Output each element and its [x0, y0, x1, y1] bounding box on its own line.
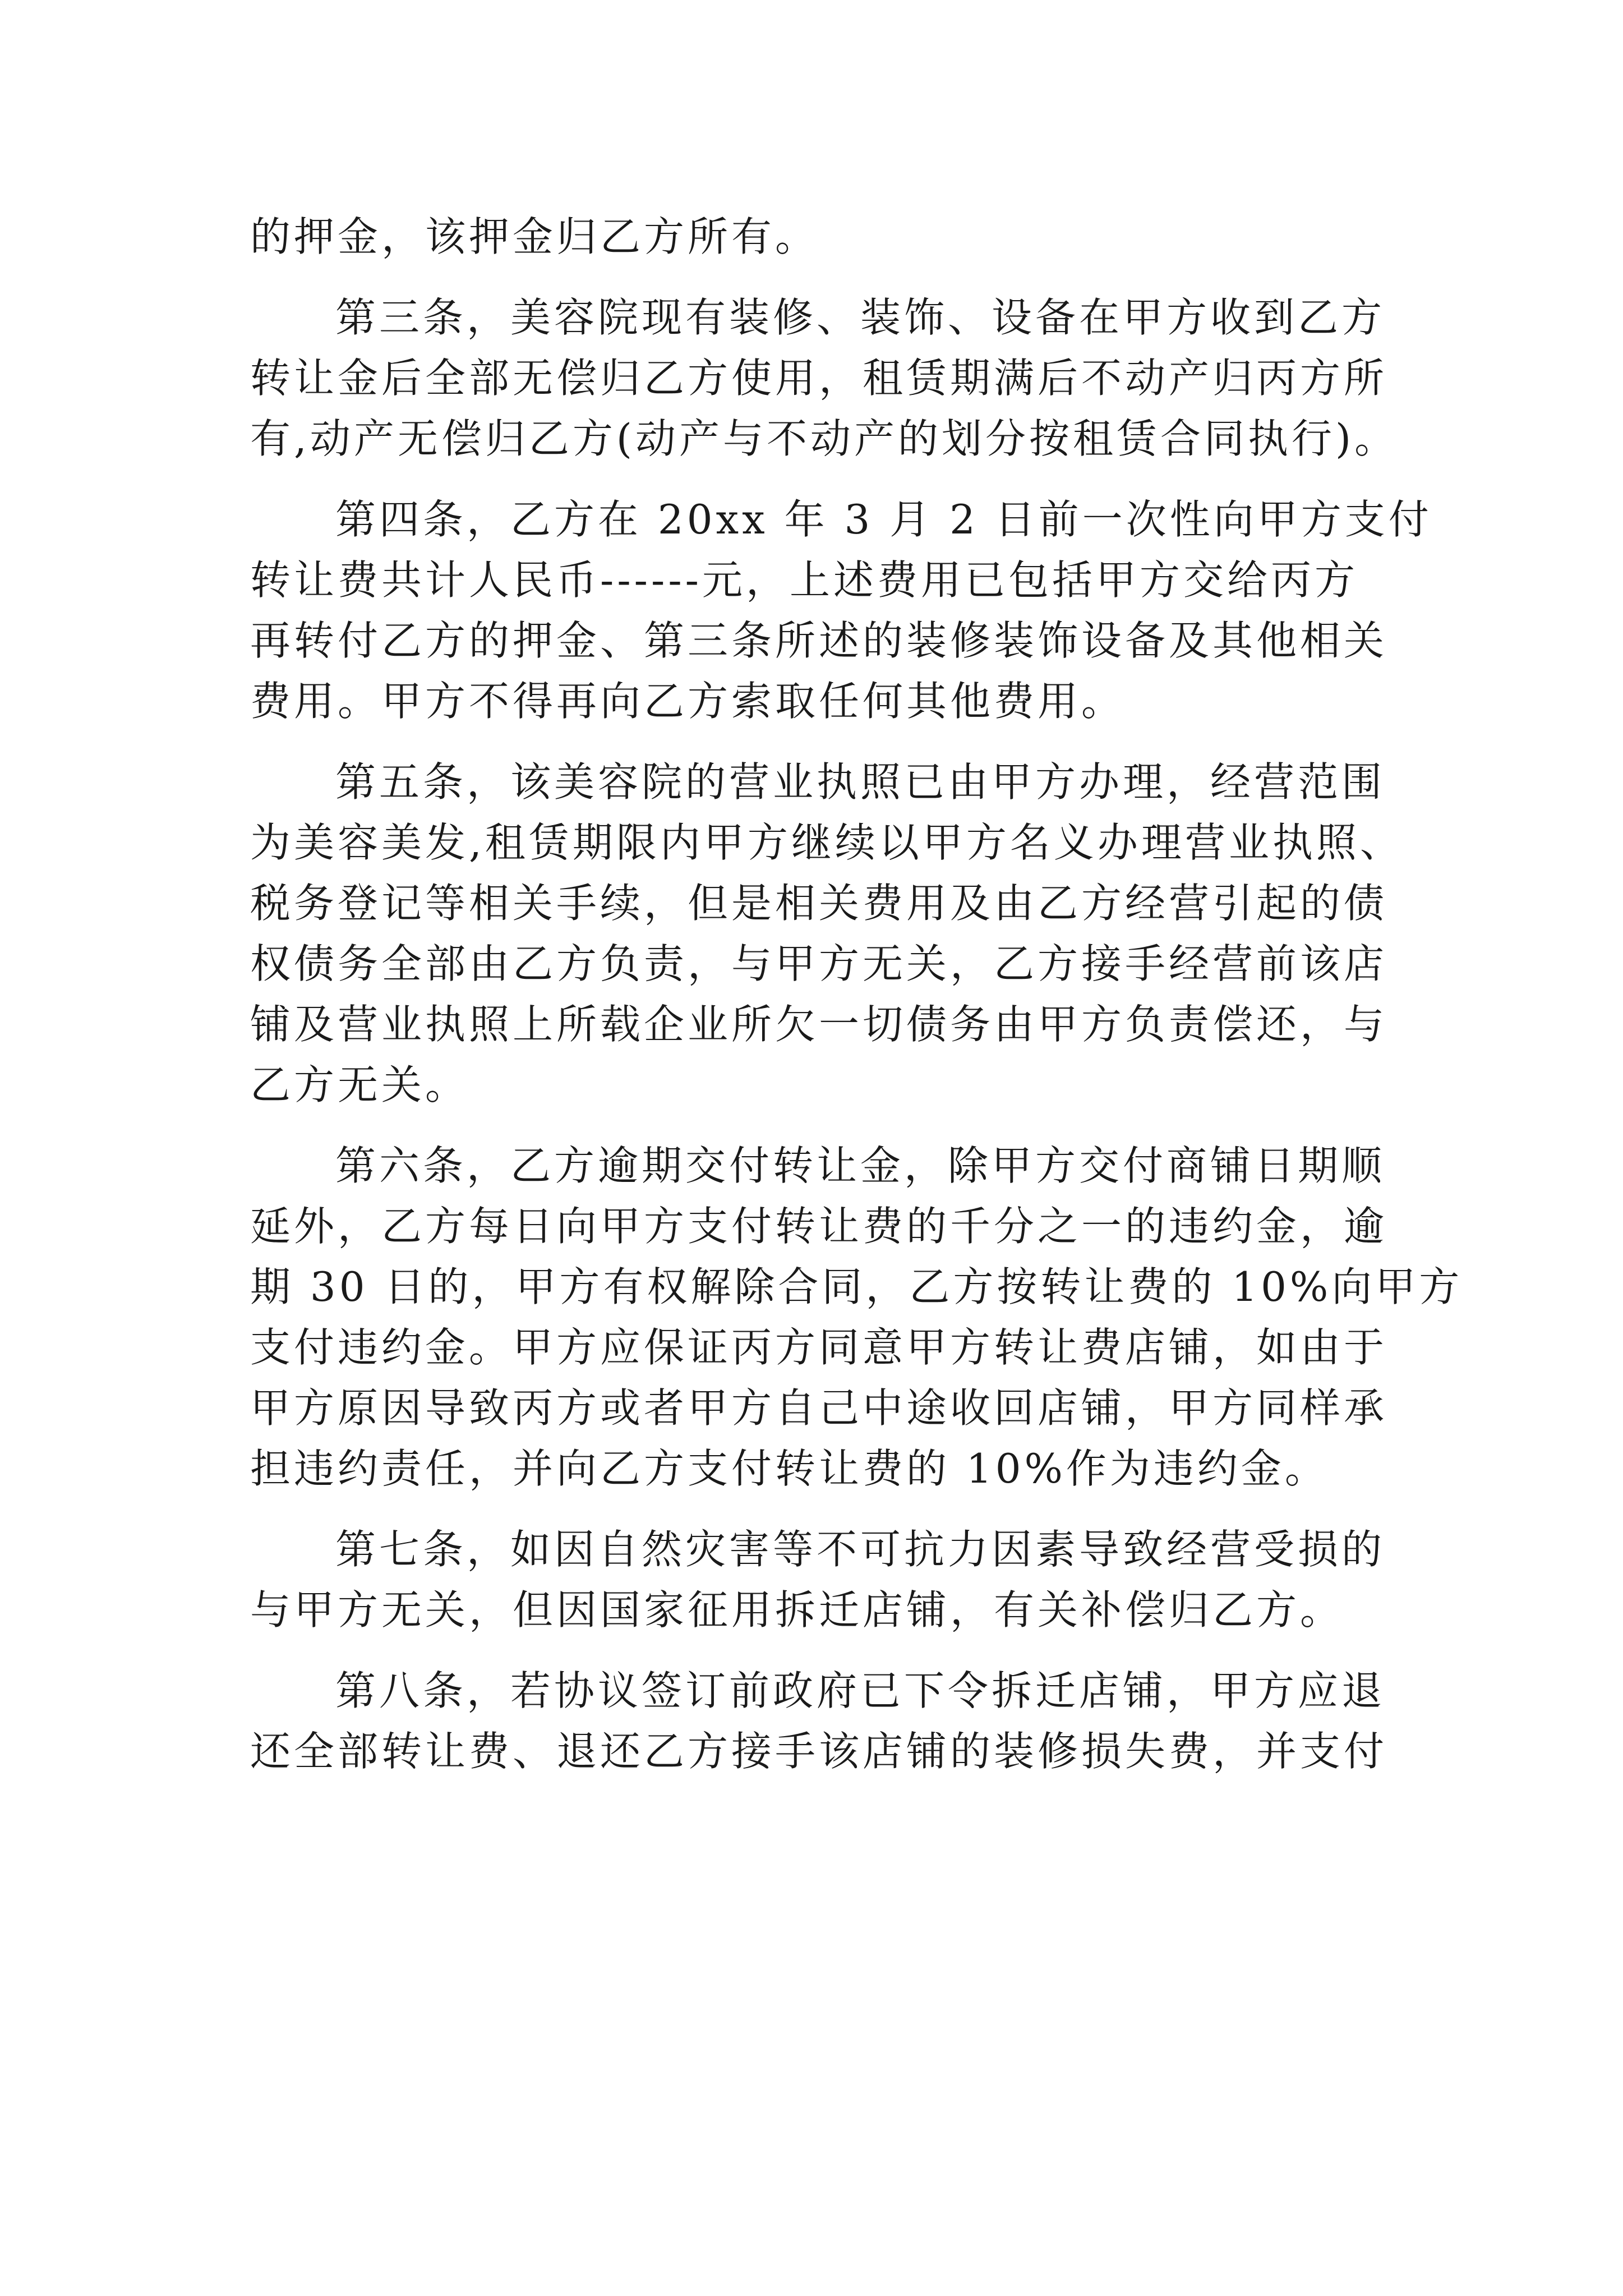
paragraph-article-7 — [250, 1519, 1386, 1640]
text-line: 与甲方无关，但因国家征用拆迁店铺，有关补偿归乙方。 — [250, 1586, 1344, 1634]
text-line: 第五条，该美容院的营业执照已由甲方办理，经营范围 — [335, 758, 1386, 806]
text-line: 还全部转让费、退还乙方接手该店铺的装修损失费，并支付 — [250, 1728, 1388, 1775]
paragraph-deposit — [250, 206, 1377, 267]
text-line: 铺及营业执照上所载企业所欠一切债务由甲方负责偿还，与 — [250, 1001, 1388, 1048]
text-line: 费用。甲方不得再向乙方索取任何其他费用。 — [250, 678, 1126, 725]
text-line: 第四条，乙方在 20xx 年 3 月 2 日前一次性向甲方支付 — [335, 496, 1432, 543]
text-line: 转让费共计人民币------元，上述费用已包括甲方交给丙方 — [250, 556, 1358, 604]
paragraph-article-8 — [250, 1660, 1388, 1782]
text-line: 转让金后全部无偿归乙方使用，租赁期满后不动产归丙方所 — [250, 355, 1388, 402]
paragraph-article-6 — [250, 1135, 1463, 1499]
text-line: 的押金，该押金归乙方所有。 — [250, 213, 819, 260]
paragraph-article-3 — [250, 287, 1399, 469]
text-line: 甲方原因导致丙方或者甲方自己中途收回店铺，甲方同样承 — [250, 1384, 1388, 1432]
text-line: 权债务全部由乙方负责，与甲方无关，乙方接手经营前该店 — [250, 940, 1388, 987]
text-line: 为美容美发,租赁期限内甲方继续以甲方名义办理营业执照、 — [250, 819, 1404, 866]
text-line: 担违约责任，并向乙方支付转让费的 10%作为违约金。 — [250, 1445, 1329, 1492]
text-line: 第六条，乙方逾期交付转让金，除甲方交付商铺日期顺 — [335, 1142, 1386, 1189]
text-line: 有,动产无偿归乙方(动产与不动产的划分按租赁合同执行)。 — [250, 415, 1399, 462]
text-line: 乙方无关。 — [250, 1061, 469, 1108]
text-line: 延外，乙方每日向甲方支付转让费的千分之一的违约金，逾 — [250, 1203, 1388, 1250]
text-line: 税务登记等相关手续，但是相关费用及由乙方经营引起的债 — [250, 880, 1388, 927]
text-line: 第三条，美容院现有装修、装饰、设备在甲方收到乙方 — [335, 294, 1386, 341]
document-body — [250, 206, 1463, 1782]
text-line: 期 30 日的，甲方有权解除合同，乙方按转让费的 10%向甲方 — [250, 1263, 1463, 1310]
text-line: 第八条，若协议签订前政府已下令拆迁店铺，甲方应退 — [335, 1667, 1386, 1714]
text-line: 第七条，如因自然灾害等不可抗力因素导致经营受损的 — [335, 1526, 1386, 1573]
text-line: 支付违约金。甲方应保证丙方同意甲方转让费店铺，如由于 — [250, 1324, 1388, 1371]
paragraph-article-5 — [250, 752, 1404, 1115]
text-line: 再转付乙方的押金、第三条所述的装修装饰设备及其他相关 — [250, 617, 1388, 664]
paragraph-article-4 — [250, 489, 1432, 731]
